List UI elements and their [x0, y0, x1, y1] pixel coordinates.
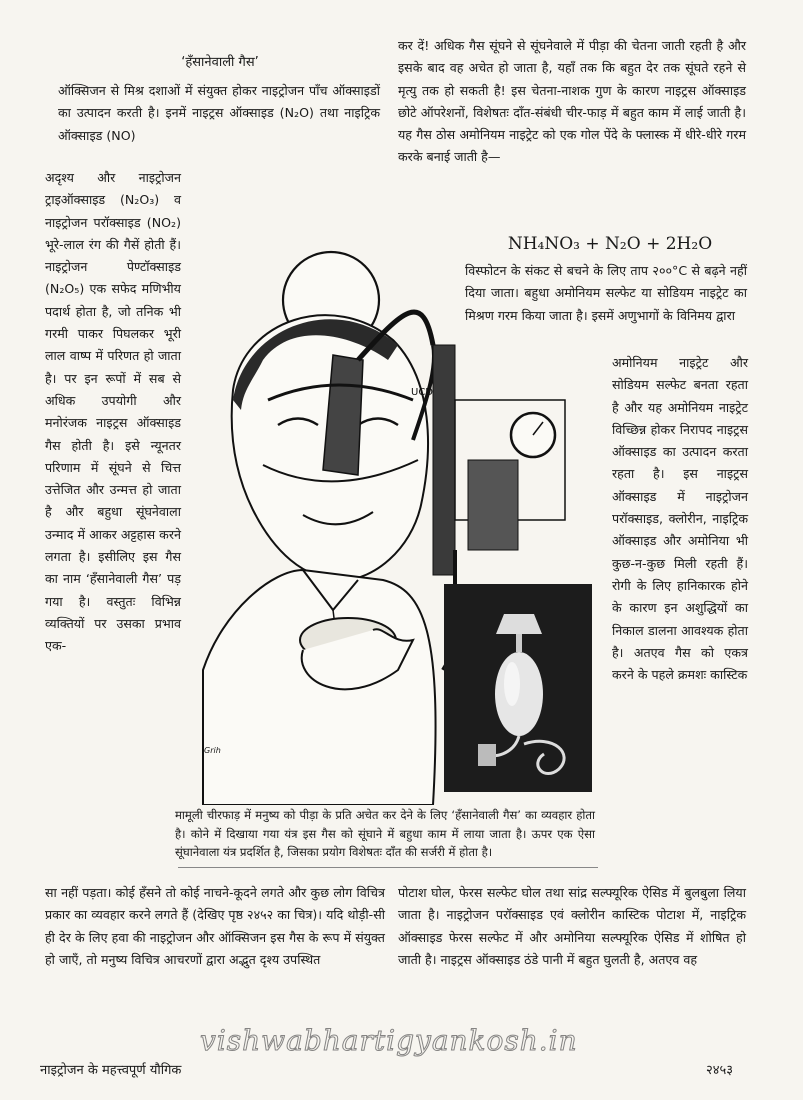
bottom-right-text: पोटाश घोल, फेरस सल्फेट घोल तथा सांद्र सल्फ्यूरिक ऐसिड में बुलबुला लिया जाता है। नाइट्रोजन परॉक्साइड एवं क्लोरीन कास्टिक पोटाश में, नाइट्रिक ऑक्साइड फेरस सल्फेट में और अमोनिया सल्फ्यूरिक ऐसिड में शोषित हो जाती है। नाइट्रस ऑक्साइड ठंडे पानी में बहुत घुलती है, अतएव वह — [398, 885, 746, 967]
suit-jacket — [203, 570, 436, 805]
artist-signature: Grih — [204, 746, 221, 755]
caption-divider — [178, 867, 598, 868]
right-top-paragraph — [398, 35, 746, 169]
inhaler-mask — [496, 614, 542, 634]
section-title: ‘हँसानेवाली गैस’ — [181, 55, 259, 70]
apparatus-label: UCD — [411, 387, 434, 398]
right-column-text: अमोनियम नाइट्रेट और सोडियम सल्फेट बनता रहता है और यह अमोनियम नाइट्रेट विच्छिन्न होकर निरापद नाइट्रस ऑक्साइड का उत्पादन करता रहता है। इस नाइट्रस ऑक्साइड में नाइट्रोजन परॉक्साइड, क्लोरीन, नाइट्रिक ऑक्साइड और अमोनिया भी कुछ-न-कुछ मिली रहती हैं। रोगी के लिए हानिकारक होने के कारण इन अशुद्धियों का निकाल डालना आवश्यक होता है। अतएव गैस को एकत्र करने के पहले क्रमशः कास्टिक — [612, 355, 748, 683]
bottom-left-text: सा नहीं पड़ता। कोई हँसने तो कोई नाचने-कूदने लगते और कुछ लोग विचित्र प्रकार का व्यवहार करने लगते हैं (देखिए पृष्ठ २४५२ का चित्र)। यदि थोड़ी-सी ही देर के लिए हवा की नाइट्रोजन और ऑक्सिजन इस गैस के रूप में संयुक्त हो जाएँ, तो मनुष्य विचित्र आचरणों द्वारा अद्भुत दृश्य उपस्थित — [45, 885, 385, 967]
left-column-paragraph — [45, 167, 181, 658]
page-number: २४५३ — [706, 1063, 734, 1078]
right-column-paragraph — [612, 352, 748, 686]
apparatus-column — [433, 345, 455, 575]
inhaler-apparatus-photo — [444, 584, 592, 792]
left-top-text: ऑक्सिजन से मिश्र दशाओं में संयुक्त होकर नाइट्रोजन पाँच ऑक्साइडों का उत्पादन करती है। इनमें नाइट्रस ऑक्साइड (N₂O) तथा नाइट्रिक ऑक्साइड (NO) — [58, 83, 380, 143]
bottom-right-paragraph — [398, 882, 746, 971]
running-footer-title: नाइट्रोजन के महत्त्वपूर्ण यौगिक — [40, 1063, 182, 1078]
left-top-paragraph — [58, 80, 380, 147]
bottom-left-paragraph — [45, 882, 385, 971]
right-middle-text: विस्फोटन के संकट से बचने के लिए ताप २००°C से बढ़ने नहीं दिया जाता। बहुधा अमोनियम सल्फेट या सोडियम नाइट्रेट का मिश्रण गरम किया जाता है। इसमें अणुभागों के विनिमय द्वारा — [465, 263, 747, 323]
chemical-equation: NH₄NO₃ + N₂O + 2H₂O — [507, 234, 713, 254]
left-column-text: अदृश्य और नाइट्रोजन ट्राइऑक्साइड (N₂O₃) व नाइट्रोजन परॉक्साइड (NO₂) भूरे-लाल रंग की गैसें होती हैं। नाइट्रोजन पेण्टॉक्साइड (N₂O₅) एक सफेद मणिभीय पदार्थ होता है, जो तनिक भी गरमी पाकर पिघलकर भूरी लाल वाष्प में परिणत हो जाता है। पर इन रूपों में सब से अधिक उपयोगी और मनोरंजक नाइट्रस ऑक्साइड गैस होती है। इसे न्यूनतर परिणाम में सूंघने से चित्त उत्तेजित और उन्मत्त हो जाता है और बहुधा सूंघनेवाला उन्माद में आकर अट्टहास करने लगता है। इसीलिए इस गैस का नाम ‘हँसानेवाली गैस’ पड़ गया है। वस्तुतः विभिन्न व्यक्तियों पर उसका प्रभाव एक- — [45, 170, 181, 654]
right-top-text: कर दें! अधिक गैस सूंघने से सूंघनेवाले में पीड़ा की चेतना जाती रहती है और इसके बाद वह अचेत हो जाता है, यहाँ तक कि बहुत देर तक सूंघते रहने से मृत्यु तक हो सकती है! इस चेतना-नाशक गुण के कारण नाइट्रस ऑक्साइड छोटे ऑपरेशनों, विशेषतः दाँत-संबंधी चीर-फाड़ में बहुत काम में लाई जाती है। यह गैस ठोस अमोनियम नाइट्रेट को एक गोल पेंदे के फ्लास्क में धीरे-धीरे गरम करके बनाई जाती है— — [398, 38, 746, 165]
site-watermark: vishwabhartigyankosh.in — [200, 1024, 578, 1057]
figure-caption: मामूली चीरफाड़ में मनुष्य को पीड़ा के प्रति अचेत कर देने के लिए ‘हँसानेवाली गैस’ का व्यवहार होता है। कोने में दिखाया गया यंत्र इस गैस को सूंघाने में बहुधा काम में लाया जाता है। ऊपर एक ऐसा सूंघानेवाला यंत्र प्रदर्शित है, जिसका प्रयोग विशेषतः दाँत की सर्जरी में होता है। — [175, 808, 595, 859]
